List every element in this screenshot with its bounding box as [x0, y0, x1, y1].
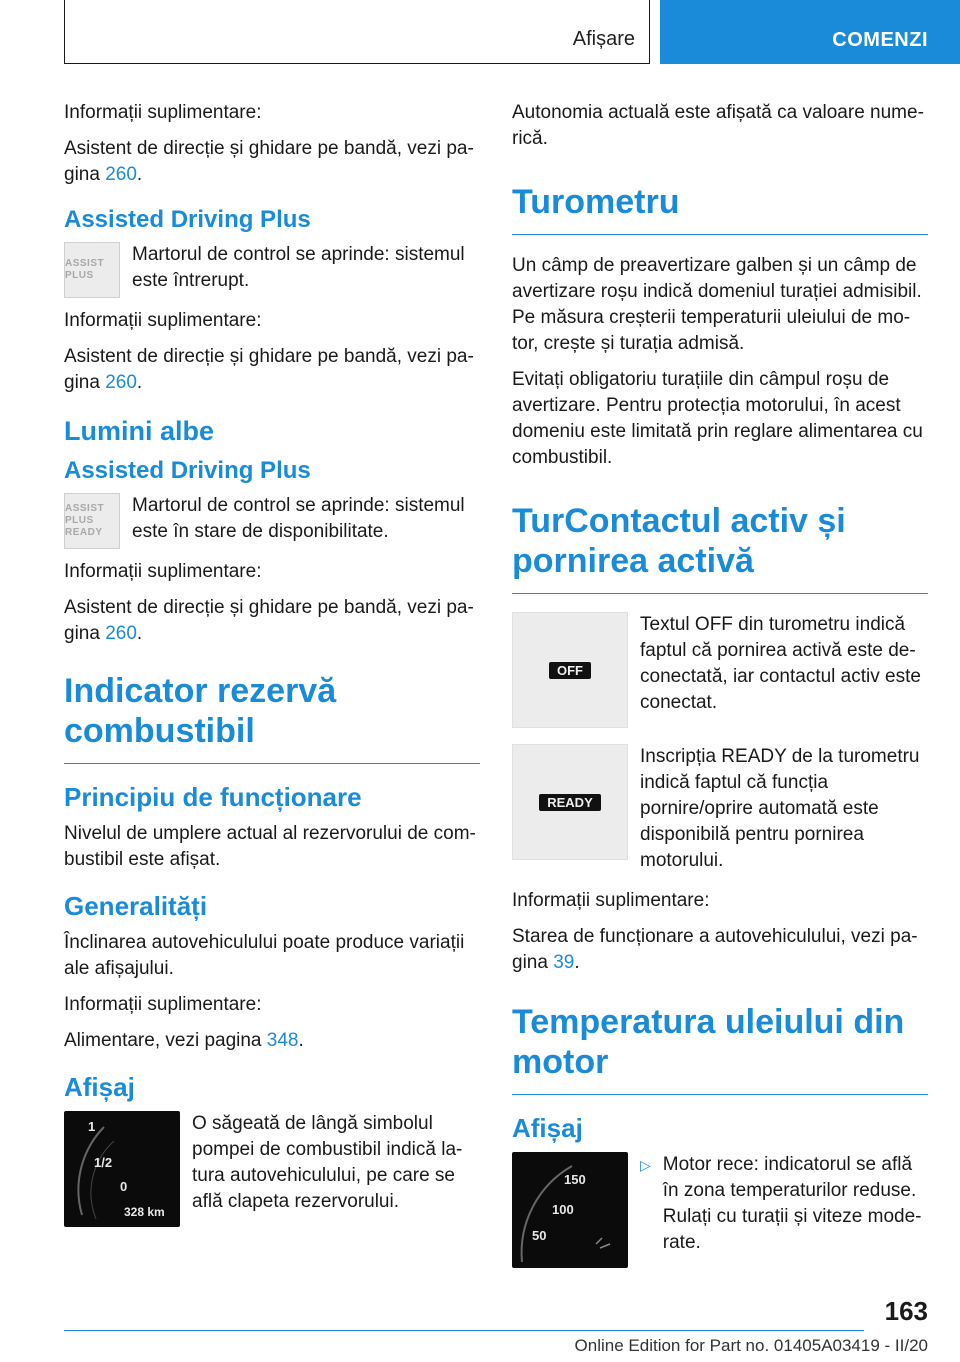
indicator-text: Martorul de control se aprinde: sistemul este în stare de disponibilitate.: [132, 495, 465, 542]
section-heading-contact: TurContactul activ și pornirea activă: [512, 501, 928, 594]
principle-text: Nivelul de umplere actual al rezervorului de com-bustibil este afișat.: [64, 823, 476, 870]
header-section-box: [64, 0, 650, 64]
right-column: [512, 100, 928, 1278]
oil-label-50: 50: [532, 1228, 547, 1243]
off-label: OFF: [549, 662, 591, 679]
autonomy-text: Autonomia actuală este afișată ca valoare nume-rică.: [512, 102, 924, 149]
section-title-adp-1: Assisted Driving Plus: [64, 206, 311, 233]
section-heading-oil: Temperatura uleiului din motor: [512, 1002, 928, 1095]
info-reference: Asistent de direcție și ghidare pe bandă, vezi pa-gina 260.: [64, 597, 474, 644]
tach-text-2: Evitați obligatoriu turațiile din câmpul roșu de avertizare. Pentru protecția motorului, în acest domeniu este limitată prin reglare alimentarea cu combustibil.: [512, 369, 923, 468]
oil-bullet-text: Motor rece: indicatorul se află în zona temperaturilor reduse. Rulați cu turații și viteze mode-rate.: [662, 1154, 922, 1253]
off-text: Textul OFF din turometru indică faptul că pornirea activă este de-conectată, iar contactul activ este conectat.: [640, 614, 921, 713]
assist-plus-icon: ASSIST PLUS: [64, 242, 120, 298]
ready-text: Inscripția READY de la turometru indică faptul că funcția pornire/oprire automată este disponibilă pentru pornirea motorului.: [640, 746, 920, 871]
off-row: [512, 612, 928, 728]
oil-label-150: 150: [564, 1172, 586, 1187]
info-reference: Starea de funcționare a autovehiculului, vezi pa-gina 39.: [512, 926, 918, 973]
ready-indicator-image: [512, 744, 628, 860]
tach-text-1: Un câmp de preavertizare galben și un câmp de avertizare roșu indică domeniul turației admisibil. Pe măsura creșterii temperaturii uleiului de mo-tor, crește și turația admisă.: [512, 255, 922, 354]
gauge-label-full: 1: [88, 1119, 96, 1134]
oil-gauge-image: [512, 1152, 628, 1268]
page-link[interactable]: 39: [553, 952, 575, 973]
info-reference: Asistent de direcție și ghidare pe bandă, vezi pa-gina 260.: [64, 138, 474, 185]
subheading-general: Generalități: [64, 891, 208, 921]
header-chapter-label: COMENZI: [832, 29, 928, 51]
off-indicator-image: [512, 612, 628, 728]
gauge-label-half: 1/2: [94, 1155, 113, 1170]
indicator-row: [64, 493, 480, 549]
oil-display-row: [512, 1152, 928, 1268]
fuel-display-row: [64, 1111, 480, 1227]
footer-divider: [64, 1330, 864, 1331]
info-label: Informații suplimentare:: [64, 310, 262, 331]
header-chapter-tab[interactable]: [660, 0, 960, 64]
section-title-adp-2: Assisted Driving Plus: [64, 457, 311, 484]
oil-bullet: [640, 1152, 928, 1268]
ready-row: [512, 744, 928, 874]
info-reference: Alimentare, vezi pagina 348.: [64, 1030, 304, 1051]
section-heading-white-lights: Lumini albe: [64, 416, 215, 446]
gauge-label-empty: 0: [120, 1179, 128, 1194]
section-heading-tachometer: Turometru: [512, 182, 928, 235]
section-heading-fuel: Indicator rezervă combustibil: [64, 671, 480, 764]
general-text: Înclinarea autovehiculului poate produce variații ale afișajului.: [64, 932, 465, 979]
subheading-principle: Principiu de funcționare: [64, 782, 362, 812]
oil-label-100: 100: [552, 1202, 574, 1217]
info-label: Informații suplimentare:: [64, 994, 262, 1015]
info-reference: Asistent de direcție și ghidare pe bandă, vezi pa-gina 260.: [64, 346, 474, 393]
indicator-row: [64, 242, 480, 298]
footer-edition: Online Edition for Part no. 01405A03419 - II/20: [574, 1336, 928, 1355]
page-link[interactable]: 260: [105, 623, 137, 644]
subheading-oil-display: Afișaj: [512, 1113, 583, 1143]
display-text: O săgeată de lângă simbolul pompei de combustibil indică la-tura autovehiculului, pe care se află clapeta rezervorului.: [192, 1113, 463, 1212]
subheading-display: Afișaj: [64, 1072, 135, 1102]
page-link[interactable]: 260: [105, 164, 137, 185]
page-number: 163: [884, 1296, 928, 1326]
assist-plus-ready-icon: ASSIST PLUS READY: [64, 493, 120, 549]
header-section-label: Afișare: [572, 28, 635, 50]
info-label: Informații suplimentare:: [512, 890, 710, 911]
page-link[interactable]: 348: [266, 1030, 299, 1051]
gauge-range: 328 km: [124, 1205, 165, 1219]
indicator-text: Martorul de control se aprinde: sistemul este întrerupt.: [132, 244, 465, 291]
page-link[interactable]: 260: [105, 372, 137, 393]
fuel-gauge-image: [64, 1111, 180, 1227]
info-label: Informații suplimentare:: [64, 561, 262, 582]
info-label: Informații suplimentare:: [64, 102, 262, 123]
ready-label: READY: [539, 794, 601, 811]
left-column: [64, 100, 480, 1237]
bullet-triangle-icon: ▷: [640, 1157, 651, 1173]
